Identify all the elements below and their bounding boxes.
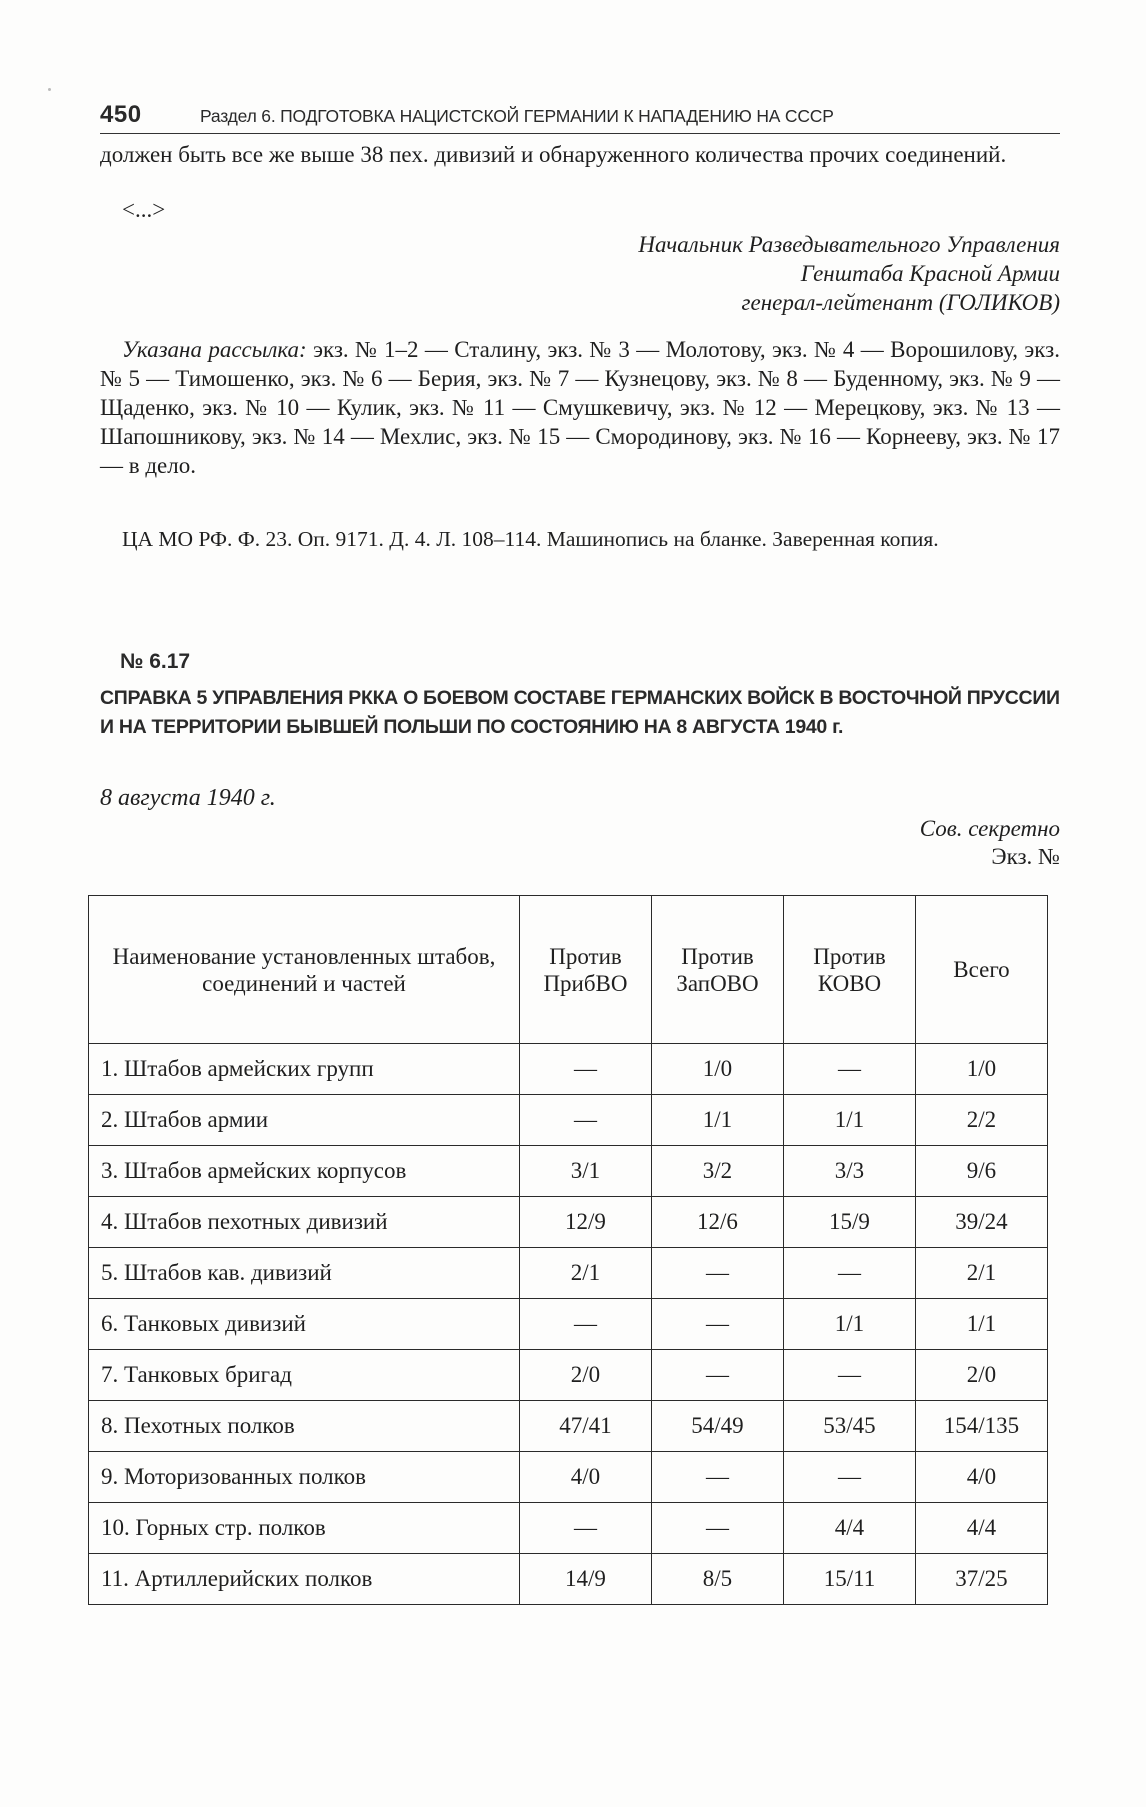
- cell-zapovo: 1/0: [651, 1044, 783, 1095]
- table-row: [89, 1299, 1048, 1350]
- distribution-list: [100, 335, 1060, 480]
- cell-total: 2/1: [915, 1248, 1047, 1299]
- header-pribvo: Против ПрибВО: [519, 896, 651, 1044]
- header-unit-name: Наименование установленных штабов, соединений и частей: [89, 896, 520, 1044]
- classification-label: Сов. секретно: [919, 816, 1060, 841]
- cell-total: 4/0: [915, 1452, 1047, 1503]
- cell-kovo: —: [783, 1044, 915, 1095]
- table-row: [89, 1044, 1048, 1095]
- cell-zapovo: —: [651, 1299, 783, 1350]
- cell-kovo: 1/1: [783, 1095, 915, 1146]
- cell-kovo: 3/3: [783, 1146, 915, 1197]
- row-label: 3. Штабов армейских корпусов: [89, 1146, 520, 1197]
- row-label: 9. Моторизованных полков: [89, 1452, 520, 1503]
- classification-block: [920, 815, 1060, 871]
- cell-kovo: 15/11: [783, 1554, 915, 1605]
- table-row: [89, 1554, 1048, 1605]
- signature-line-2: Генштаба Красной Армии: [800, 261, 1060, 286]
- cell-total: 154/135: [915, 1401, 1047, 1452]
- cell-kovo: —: [783, 1248, 915, 1299]
- cell-pribvo: 2/0: [519, 1350, 651, 1401]
- cell-total: 1/1: [915, 1299, 1047, 1350]
- continuation-paragraph: должен быть все же выше 38 пех. дивизий и обнаруженного количества прочих соединений.: [100, 142, 1007, 167]
- signature-block: [460, 230, 1060, 317]
- row-label: 8. Пехотных полков: [89, 1401, 520, 1452]
- header-kovo: Против КОВО: [783, 896, 915, 1044]
- row-label: 11. Артиллерийских полков: [89, 1554, 520, 1605]
- row-label: 5. Штабов кав. дивизий: [89, 1248, 520, 1299]
- cell-zapovo: 3/2: [651, 1146, 783, 1197]
- cell-kovo: —: [783, 1350, 915, 1401]
- header-zapovo: Против ЗапОВО: [651, 896, 783, 1044]
- table-row: [89, 1095, 1048, 1146]
- row-label: 4. Штабов пехотных дивизий: [89, 1197, 520, 1248]
- cell-zapovo: 12/6: [651, 1197, 783, 1248]
- cell-zapovo: 8/5: [651, 1554, 783, 1605]
- header-total: Всего: [915, 896, 1047, 1044]
- cell-kovo: 53/45: [783, 1401, 915, 1452]
- scan-speck: [48, 88, 51, 91]
- signature-line-3: генерал-лейтенант (ГОЛИКОВ): [741, 290, 1060, 315]
- forces-table: [88, 895, 1048, 1605]
- distribution-label: Указана рассылка:: [122, 337, 307, 362]
- document-title: СПРАВКА 5 УПРАВЛЕНИЯ РККА О БОЕВОМ СОСТАВЕ ГЕРМАНСКИХ ВОЙСК В ВОСТОЧНОЙ ПРУССИИ И НА ТЕРРИТОРИИ БЫВШЕЙ ПОЛЬШИ ПО СОСТОЯНИЮ НА 8 АВГУСТА 1940 г.: [100, 687, 1060, 738]
- table-row: [89, 1350, 1048, 1401]
- omission-mark: <...>: [122, 197, 166, 222]
- running-head: [100, 97, 1060, 134]
- cell-pribvo: 4/0: [519, 1452, 651, 1503]
- table-row: [89, 1146, 1048, 1197]
- cell-total: 2/2: [915, 1095, 1047, 1146]
- table-row: [89, 1401, 1048, 1452]
- cell-total: 39/24: [915, 1197, 1047, 1248]
- row-label: 1. Штабов армейских групп: [89, 1044, 520, 1095]
- row-label: 7. Танковых бригад: [89, 1350, 520, 1401]
- cell-pribvo: 2/1: [519, 1248, 651, 1299]
- section-title: Раздел 6. ПОДГОТОВКА НАЦИСТСКОЙ ГЕРМАНИИ К НАПАДЕНИЮ НА СССР: [200, 106, 834, 126]
- cell-total: 37/25: [915, 1554, 1047, 1605]
- cell-total: 9/6: [915, 1146, 1047, 1197]
- cell-pribvo: 12/9: [519, 1197, 651, 1248]
- table-row: [89, 1248, 1048, 1299]
- cell-zapovo: —: [651, 1452, 783, 1503]
- cell-zapovo: —: [651, 1248, 783, 1299]
- cell-zapovo: —: [651, 1350, 783, 1401]
- table-row: [89, 1503, 1048, 1554]
- archive-reference: ЦА МО РФ. Ф. 23. Оп. 9171. Д. 4. Л. 108–114. Машинопись на бланке. Заверенная копия.: [122, 527, 939, 551]
- cell-zapovo: 1/1: [651, 1095, 783, 1146]
- signature-line-1: Начальник Разведывательного Управления: [638, 232, 1060, 257]
- page-number: 450: [100, 101, 142, 128]
- cell-total: 4/4: [915, 1503, 1047, 1554]
- cell-pribvo: —: [519, 1503, 651, 1554]
- cell-kovo: 1/1: [783, 1299, 915, 1350]
- cell-kovo: —: [783, 1452, 915, 1503]
- table-header-row: [89, 896, 1048, 1044]
- copy-number-label: Экз. №: [991, 844, 1060, 869]
- cell-pribvo: 47/41: [519, 1401, 651, 1452]
- cell-pribvo: —: [519, 1044, 651, 1095]
- cell-pribvo: 14/9: [519, 1554, 651, 1605]
- cell-zapovo: 54/49: [651, 1401, 783, 1452]
- table-row: [89, 1197, 1048, 1248]
- cell-total: 1/0: [915, 1044, 1047, 1095]
- cell-zapovo: —: [651, 1503, 783, 1554]
- row-label: 2. Штабов армии: [89, 1095, 520, 1146]
- document-date: 8 августа 1940 г.: [100, 785, 276, 811]
- cell-pribvo: —: [519, 1299, 651, 1350]
- cell-pribvo: —: [519, 1095, 651, 1146]
- distribution-text: экз. № 1–2 — Сталину, экз. № 3 — Молотову, экз. № 4 — Ворошилову, экз. № 5 — Тимошенко, экз. № 6 — Берия, экз. № 7 — Кузнецову, экз. № 8 — Буденному, экз. № 9 — Щаденко, экз. № 10 — Кулик, экз. № 11 — Смушкевичу, экз. № 12 — Мерецкову, экз. № 13 — Шапошникову, экз. № 14 — Мехлис, экз. № 15 — Смородинову, экз. № 16 — Корнееву, экз. № 17 — в дело.: [100, 337, 1060, 478]
- row-label: 10. Горных стр. полков: [89, 1503, 520, 1554]
- document-number: № 6.17: [120, 650, 191, 673]
- cell-pribvo: 3/1: [519, 1146, 651, 1197]
- cell-kovo: 4/4: [783, 1503, 915, 1554]
- cell-kovo: 15/9: [783, 1197, 915, 1248]
- cell-total: 2/0: [915, 1350, 1047, 1401]
- row-label: 6. Танковых дивизий: [89, 1299, 520, 1350]
- table-row: [89, 1452, 1048, 1503]
